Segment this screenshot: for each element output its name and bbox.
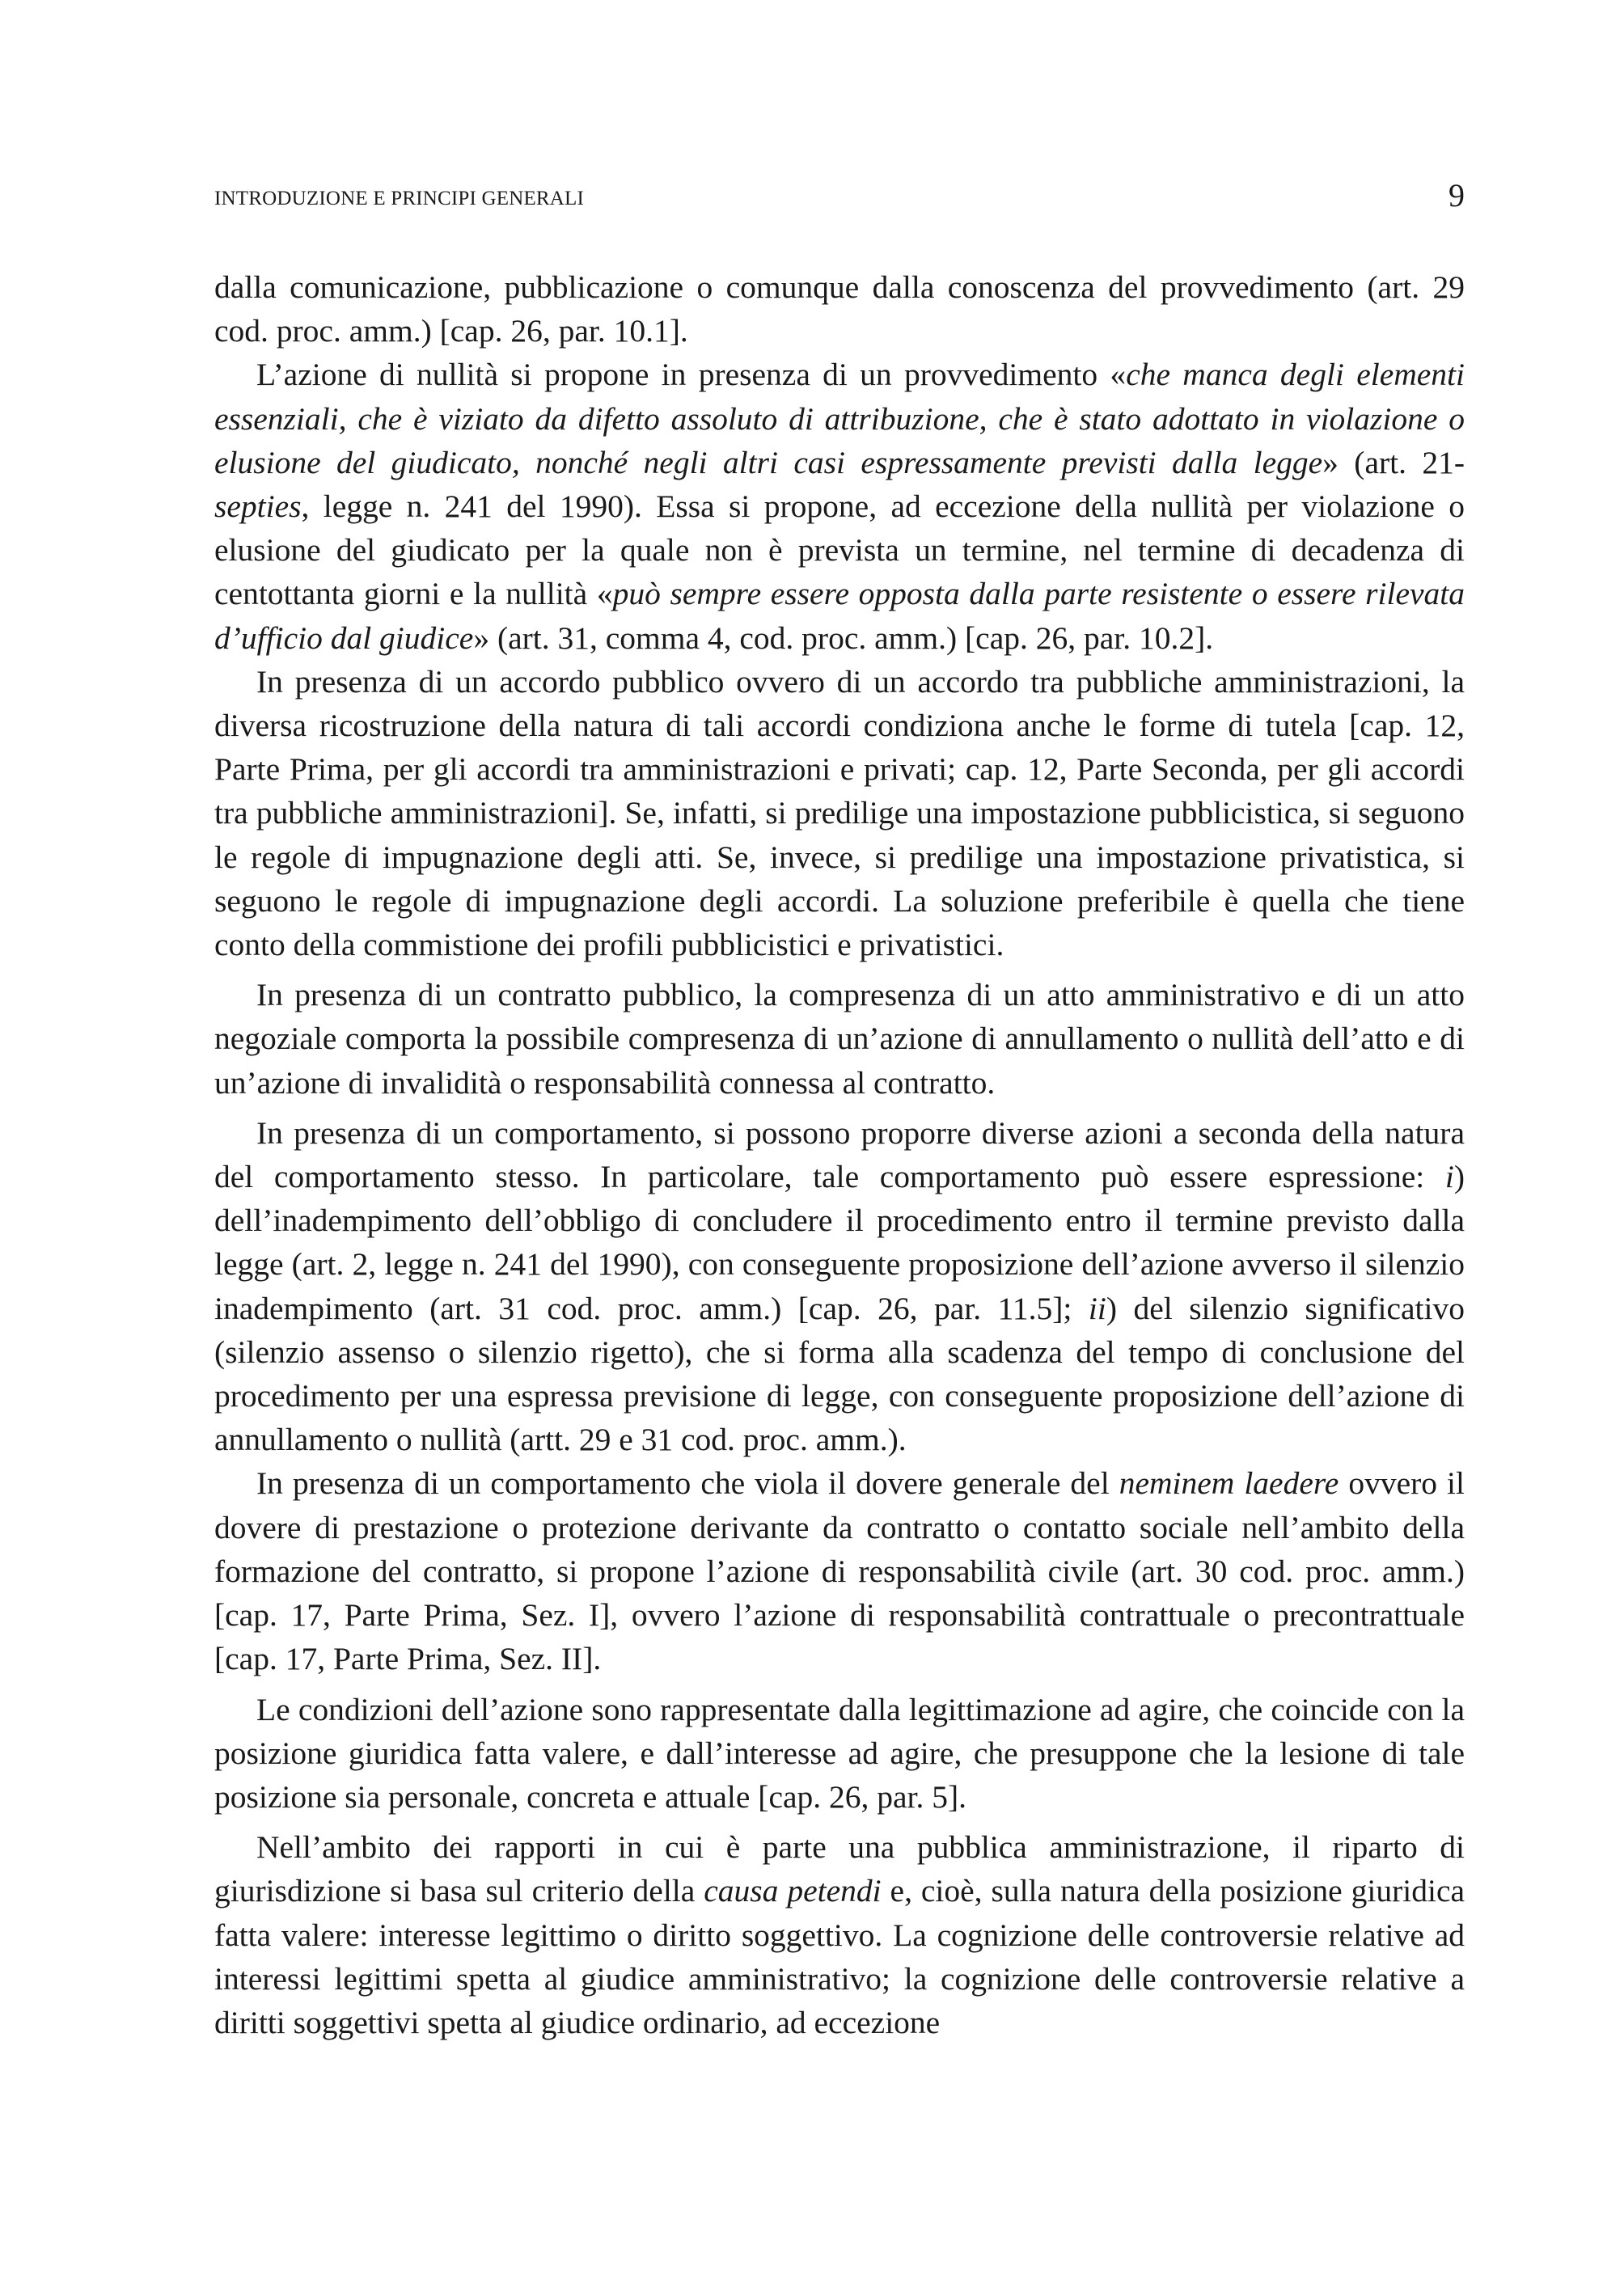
italic-text-run: neminem laedere (1119, 1465, 1339, 1502)
text-run: » (art. 31, comma 4, cod. proc. amm.) [cap. 26, par. 10.2]. (473, 619, 1214, 656)
paragraph-riparto-giurisdizione (214, 1825, 1465, 2044)
text-run: , legge n. 241 del 1990). Essa si propone, ad eccezione della nullità per violazione o elusione del giudicato per la quale non è prevista un termine, nel termine di decadenza di centottanta giorni e la nullità « (214, 488, 1465, 612)
text-run: e, cioè, sulla natura della posizione giuridica fatta valere: interesse legittimo o diritto soggettivo. La cognizione delle controversie relative ad interessi legittimi spetta al giudice amministrativo; la cognizione delle controversie relative a diritti soggettivi spetta al giudice ordinario, ad eccezione (214, 1873, 1465, 2040)
paragraph-accordo-pubblico (214, 660, 1465, 966)
text-run: dalla comunicazione, pubblicazione o comunque dalla conoscenza del provvedimento (art. 29 cod. proc. amm.) [cap. 26, par. 10.1]. (214, 269, 1465, 349)
text-run: » (art. 21- (1322, 444, 1465, 480)
paragraph-azione-nullita (214, 353, 1465, 659)
text-run: Nell’ambito dei rapporti in cui è parte una pubblica amministrazione, il riparto di giurisdizione si basa sul criterio della (214, 1829, 1465, 1909)
running-title: INTRODUZIONE E PRINCIPI GENERALI (214, 188, 585, 209)
text-run: ) dell’inadempimento dell’obbligo di concludere il procedimento entro il termine previsto dalla legge (art. 2, legge n. 241 del 1990), con conseguente proposizione dell’azione avverso il silenzio inadempimento (art. 31 cod. proc. amm.) [cap. 26, par. 11.5]; (214, 1159, 1465, 1326)
paragraph-condizioni-azione (214, 1688, 1465, 1820)
italic-text-run: i (1444, 1159, 1454, 1195)
paragraph-neminem-laedere (214, 1461, 1465, 1680)
italic-text-run: septies (214, 488, 302, 525)
text-run: Le condizioni dell’azione sono rappresentate dalla legittimazione ad agire, che coincide con la posizione giuridica fatta valere, e dall’interesse ad agire, che presuppone che la lesione di tale posizione sia personale, concreta e attuale [cap. 26, par. 5]. (214, 1691, 1465, 1815)
italic-text-run: causa petendi (704, 1873, 882, 1909)
italic-text-run: che manca degli elementi essenziali, che è viziato da difetto assoluto di attribuzione, che è stato adottato in violazione o elusione del giudicato, nonché negli altri casi espressamente previsti dalla legge (214, 357, 1465, 480)
text-run: In presenza di un accordo pubblico ovvero di un accordo tra pubbliche amministrazioni, la diversa ricostruzione della natura di tali accordi condiziona anche le forme di tutela [cap. 12, Parte Prima, per gli accordi tra amministrazioni e privati; cap. 12, Parte Seconda, per gli accordi tra pubbliche amministrazioni]. Se, infatti, si predilige una impostazione pubblicistica, si seguono le regole di impugnazione degli atti. Se, invece, si predilige una impostazione privatistica, si seguono le regole di impugnazione degli accordi. La soluzione preferibile è quella che tiene conto della commistione dei profili pubblicistici e privatistici. (214, 663, 1465, 963)
text-run: In presenza di un comportamento, si possono proporre diverse azioni a seconda della natura del comportamento stesso. In particolare, tale comportamento può essere espressione: (214, 1114, 1465, 1195)
text-run: In presenza di un comportamento che viola il dovere generale del (256, 1465, 1119, 1502)
text-run: ovvero il dovere di prestazione o protezione derivante da contratto o contatto sociale nell’ambito della formazione del contratto, si propone l’azione di responsabilità civile (art. 30 cod. proc. amm.) [cap. 17, Parte Prima, Sez. I], ovvero l’azione di responsabilità contrattuale o precontrattuale [cap. 17, Parte Prima, Sez. II]. (214, 1465, 1465, 1677)
text-run: In presenza di un contratto pubblico, la compresenza di un atto amministrativo e di un atto negoziale comporta la possibile compresenza di un’azione di annullamento o nullità dell’atto e di un’azione di invalidità o responsabilità connessa al contratto. (214, 977, 1465, 1101)
paragraph-comportamento (214, 1111, 1465, 1462)
body-text (214, 265, 1465, 2044)
text-run: L’azione di nullità si propone in presenza di un provvedimento « (256, 357, 1127, 393)
italic-text-run: può sempre essere opposta dalla parte resistente o essere rilevata d’ufficio dal giudice (214, 576, 1465, 656)
text-run: ) del silenzio significativo (silenzio assenso o silenzio rigetto), che si forma alla scadenza del tempo di conclusione del procedimento per una espressa previsione di legge, con conseguente proposizione dell’azione di annullamento o nullità (artt. 29 e 31 cod. proc. amm.). (214, 1290, 1465, 1458)
italic-text-run: ii (1088, 1290, 1106, 1326)
page-number: 9 (1448, 177, 1465, 213)
running-header (214, 176, 1465, 217)
paragraph-continuation (214, 265, 1465, 353)
paragraph-contratto-pubblico (214, 973, 1465, 1105)
